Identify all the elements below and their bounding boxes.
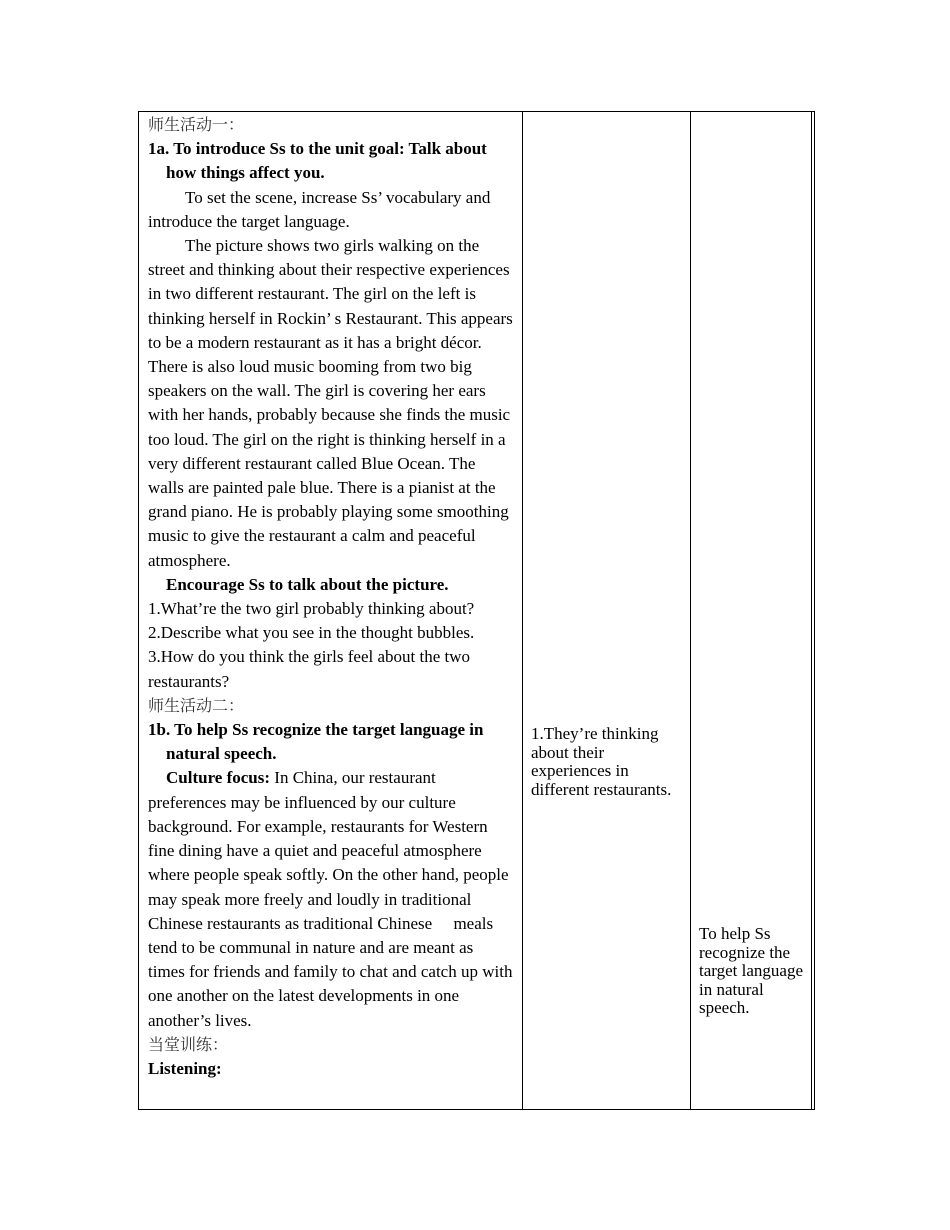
column-divider-2 [690,112,691,1109]
activity1-heading: 师生活动一： [148,115,245,134]
culture-focus [148,766,517,1032]
answer-column: 1.They’re thinking about their experiences in different restaurants. [531,724,672,799]
activity-column [148,113,517,1081]
listening-label: Listening: [148,1058,222,1078]
practice-heading: 当堂训练： [148,1034,229,1054]
activity1-title-text: To introduce Ss to the unit goal: Talk about how things affect you. [166,139,487,183]
activity1-para2: The picture shows two girls walking on the street and thinking about their respective experiences in two different restaurant. The girl on the left is thinking herself in Rockin’ s Restaurant. This appears to be a modern restaurant as it has a bright décor. There is also loud music booming from two big speakers on the wall. The girl is covering her ears with her hands, probably because she finds the music too loud. The girl on the right is thinking herself in a very different restaurant called Blue Ocean. The walls are painted pale blue. There is a pianist at the grand piano. He is probably playing some smoothing music to give the restaurant a calm and peaceful atmosphere. [148,236,513,570]
column-divider-1 [522,112,523,1109]
activity2-title [148,718,514,766]
lesson-plan-table [138,111,815,1110]
culture-focus-label: Culture focus: [166,768,271,788]
activity2-title-num: 1b [148,720,166,740]
activity1-para1: To set the scene, increase Ss’ vocabulary and introduce the target language. [148,187,491,231]
culture-focus-text: In China, our restaurant preferences may be influenced by our culture background. For example, restaurants for Western fine dining have a quiet and peaceful atmosphere where people speak softly. On the other hand, people may speak more freely and loudly in traditional Chinese restaurants as traditional Chinese meals tend to be communal in nature and are meant as times for friends and family to chat and catch up with one another on the latest developments in one another’s lives. [148,768,517,1030]
question-3: 3.How do you think the girls feel about the two restaurants? [148,647,471,691]
activity1-title [148,137,514,185]
activity2-heading: 师生活动二： [148,695,245,715]
question-2: 2.Describe what you see in the thought bubbles. [148,623,475,643]
activity1-encourage: Encourage Ss to talk about the picture. [166,574,449,594]
purpose-column: To help Ss recognize the target language in natural speech. [699,924,804,1018]
question-1: 1.What’re the two girl probably thinking about? [148,599,475,619]
activity1-title-num: 1a. [148,139,170,159]
activity2-title-text: . To help Ss recognize the target language in natural speech. [165,720,484,764]
